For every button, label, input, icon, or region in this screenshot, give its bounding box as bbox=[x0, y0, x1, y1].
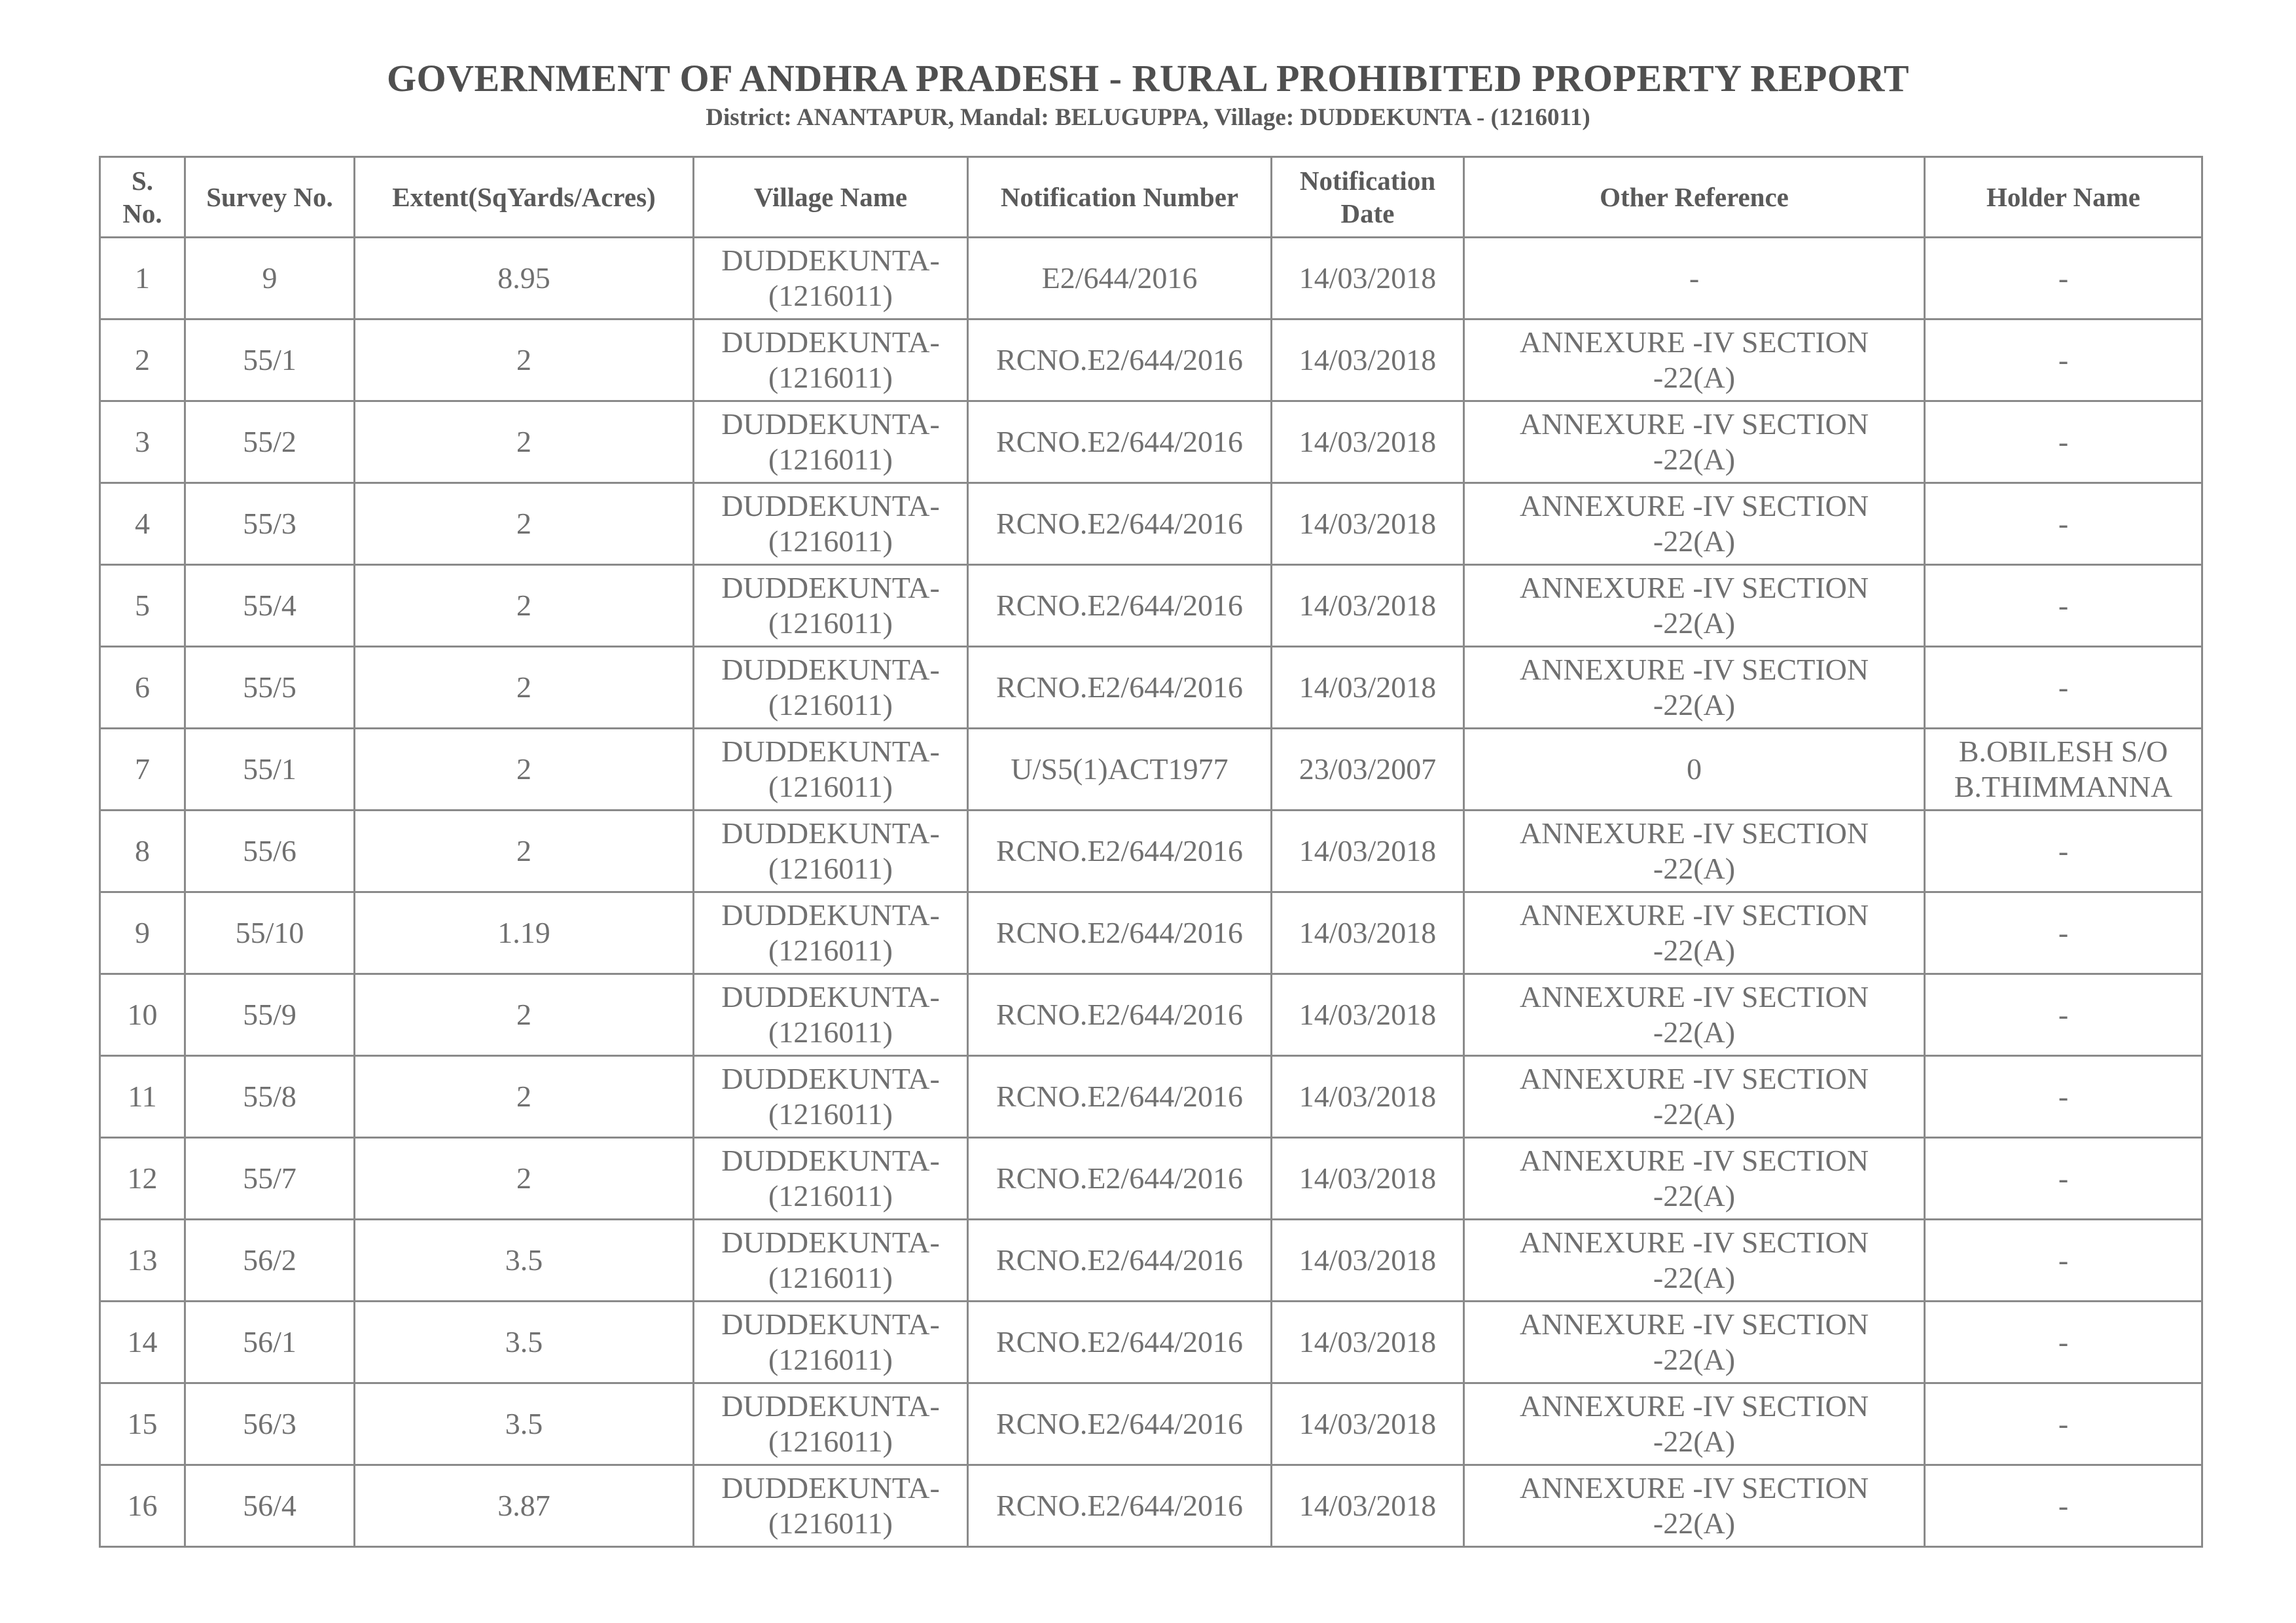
cell-other-reference-line2: -22(A) bbox=[1653, 852, 1736, 885]
cell-sno: 6 bbox=[100, 647, 185, 729]
cell-holder-name-line1: - bbox=[2058, 998, 2069, 1031]
cell-sno: 5 bbox=[100, 565, 185, 647]
table-row bbox=[100, 811, 2202, 892]
header-village: Village Name bbox=[694, 157, 968, 238]
cell-village-name-line1: DUDDEKUNTA- bbox=[721, 244, 940, 277]
cell-notification-date: 14/03/2018 bbox=[1272, 974, 1464, 1056]
cell-village-name-line1: DUDDEKUNTA- bbox=[721, 571, 940, 604]
cell-other-reference bbox=[1464, 974, 1925, 1056]
cell-village-name-line1: DUDDEKUNTA- bbox=[721, 1307, 940, 1341]
cell-village-name-line1: DUDDEKUNTA- bbox=[721, 816, 940, 850]
cell-other-reference-line1: 0 bbox=[1687, 752, 1702, 786]
header-extent: Extent(SqYards/Acres) bbox=[355, 157, 694, 238]
cell-other-reference bbox=[1464, 811, 1925, 892]
cell-extent: 2 bbox=[355, 729, 694, 811]
header-holder-name: Holder Name bbox=[1925, 157, 2202, 238]
cell-notification-number: RCNO.E2/644/2016 bbox=[968, 892, 1272, 974]
cell-notification-number: RCNO.E2/644/2016 bbox=[968, 1138, 1272, 1220]
cell-holder-name-line1: - bbox=[2058, 425, 2069, 458]
table-row bbox=[100, 647, 2202, 729]
cell-other-reference-line2: -22(A) bbox=[1653, 1179, 1736, 1213]
cell-other-reference bbox=[1464, 1465, 1925, 1547]
cell-holder-name bbox=[1925, 811, 2202, 892]
cell-sno: 14 bbox=[100, 1302, 185, 1383]
cell-other-reference-line2: -22(A) bbox=[1653, 1261, 1736, 1294]
cell-extent: 2 bbox=[355, 319, 694, 401]
cell-notification-date: 14/03/2018 bbox=[1272, 238, 1464, 319]
cell-village-name-line1: DUDDEKUNTA- bbox=[721, 1062, 940, 1095]
cell-survey-no: 55/2 bbox=[185, 401, 355, 483]
cell-notification-number: RCNO.E2/644/2016 bbox=[968, 1220, 1272, 1302]
cell-notification-date: 14/03/2018 bbox=[1272, 319, 1464, 401]
cell-village-name bbox=[694, 647, 968, 729]
cell-extent: 3.87 bbox=[355, 1465, 694, 1547]
cell-other-reference bbox=[1464, 401, 1925, 483]
cell-survey-no: 55/10 bbox=[185, 892, 355, 974]
header-notification-number: Notification Number bbox=[968, 157, 1272, 238]
cell-other-reference bbox=[1464, 1056, 1925, 1138]
cell-holder-name-line1: - bbox=[2058, 1489, 2069, 1522]
cell-sno: 8 bbox=[100, 811, 185, 892]
cell-other-reference-line2: -22(A) bbox=[1653, 524, 1736, 558]
cell-village-name bbox=[694, 401, 968, 483]
cell-survey-no: 55/1 bbox=[185, 729, 355, 811]
cell-village-name bbox=[694, 1138, 968, 1220]
cell-notification-date: 14/03/2018 bbox=[1272, 401, 1464, 483]
cell-notification-date: 14/03/2018 bbox=[1272, 892, 1464, 974]
cell-other-reference bbox=[1464, 565, 1925, 647]
cell-other-reference bbox=[1464, 1383, 1925, 1465]
cell-notification-number: E2/644/2016 bbox=[968, 238, 1272, 319]
cell-holder-name-line1: - bbox=[2058, 1243, 2069, 1277]
cell-holder-name-line1: - bbox=[2058, 1161, 2069, 1195]
cell-village-name-line2: (1216011) bbox=[768, 1425, 893, 1458]
cell-other-reference-line1: ANNEXURE -IV SECTION bbox=[1519, 980, 1869, 1013]
table-row bbox=[100, 238, 2202, 319]
table-row bbox=[100, 565, 2202, 647]
cell-notification-date: 14/03/2018 bbox=[1272, 1302, 1464, 1383]
cell-village-name-line1: DUDDEKUNTA- bbox=[721, 1226, 940, 1259]
cell-survey-no: 55/9 bbox=[185, 974, 355, 1056]
header-date-line2: Date bbox=[1340, 198, 1395, 228]
cell-sno: 13 bbox=[100, 1220, 185, 1302]
cell-village-name bbox=[694, 892, 968, 974]
table-body bbox=[100, 238, 2202, 1547]
header-date-line1: Notification bbox=[1299, 166, 1436, 196]
cell-notification-date: 14/03/2018 bbox=[1272, 1220, 1464, 1302]
cell-survey-no: 9 bbox=[185, 238, 355, 319]
cell-other-reference-line1: ANNEXURE -IV SECTION bbox=[1519, 1471, 1869, 1504]
cell-village-name-line1: DUDDEKUNTA- bbox=[721, 1471, 940, 1504]
cell-notification-number: RCNO.E2/644/2016 bbox=[968, 811, 1272, 892]
cell-village-name-line2: (1216011) bbox=[768, 688, 893, 721]
cell-other-reference-line1: ANNEXURE -IV SECTION bbox=[1519, 1389, 1869, 1423]
cell-notification-number: RCNO.E2/644/2016 bbox=[968, 1383, 1272, 1465]
cell-village-name-line2: (1216011) bbox=[768, 606, 893, 640]
cell-village-name bbox=[694, 811, 968, 892]
cell-holder-name bbox=[1925, 1302, 2202, 1383]
cell-holder-name bbox=[1925, 1138, 2202, 1220]
cell-other-reference-line2: -22(A) bbox=[1653, 934, 1736, 967]
cell-holder-name bbox=[1925, 647, 2202, 729]
cell-other-reference-line1: ANNEXURE -IV SECTION bbox=[1519, 489, 1869, 522]
table-row bbox=[100, 1220, 2202, 1302]
cell-village-name bbox=[694, 1056, 968, 1138]
cell-extent: 2 bbox=[355, 1056, 694, 1138]
cell-village-name-line2: (1216011) bbox=[768, 279, 893, 312]
cell-village-name bbox=[694, 483, 968, 565]
cell-survey-no: 55/8 bbox=[185, 1056, 355, 1138]
cell-notification-number: U/S5(1)ACT1977 bbox=[968, 729, 1272, 811]
cell-extent: 3.5 bbox=[355, 1383, 694, 1465]
cell-village-name-line2: (1216011) bbox=[768, 1015, 893, 1049]
cell-holder-name-line1: - bbox=[2058, 261, 2069, 295]
table-row bbox=[100, 1383, 2202, 1465]
cell-holder-name-line1: - bbox=[2058, 1407, 2069, 1440]
cell-other-reference-line1: ANNEXURE -IV SECTION bbox=[1519, 1226, 1869, 1259]
cell-survey-no: 56/3 bbox=[185, 1383, 355, 1465]
header-notification-date bbox=[1272, 157, 1464, 238]
cell-village-name-line1: DUDDEKUNTA- bbox=[721, 653, 940, 686]
cell-notification-date: 14/03/2018 bbox=[1272, 1383, 1464, 1465]
header-sno bbox=[100, 157, 185, 238]
cell-survey-no: 56/1 bbox=[185, 1302, 355, 1383]
cell-holder-name-line1: B.OBILESH S/O bbox=[1958, 735, 2168, 768]
cell-survey-no: 55/6 bbox=[185, 811, 355, 892]
cell-holder-name bbox=[1925, 1056, 2202, 1138]
cell-village-name bbox=[694, 1302, 968, 1383]
cell-notification-date: 14/03/2018 bbox=[1272, 483, 1464, 565]
cell-village-name bbox=[694, 1220, 968, 1302]
table-row bbox=[100, 892, 2202, 974]
cell-village-name-line2: (1216011) bbox=[768, 934, 893, 967]
cell-holder-name-line1: - bbox=[2058, 1080, 2069, 1113]
cell-holder-name-line2: B.THIMMANNA bbox=[1954, 770, 2173, 803]
cell-other-reference-line1: ANNEXURE -IV SECTION bbox=[1519, 407, 1869, 441]
cell-other-reference-line1: ANNEXURE -IV SECTION bbox=[1519, 653, 1869, 686]
table-row bbox=[100, 729, 2202, 811]
header-survey: Survey No. bbox=[185, 157, 355, 238]
cell-sno: 7 bbox=[100, 729, 185, 811]
cell-sno: 11 bbox=[100, 1056, 185, 1138]
cell-other-reference-line1: ANNEXURE -IV SECTION bbox=[1519, 898, 1869, 932]
cell-sno: 9 bbox=[100, 892, 185, 974]
cell-village-name bbox=[694, 729, 968, 811]
cell-village-name bbox=[694, 974, 968, 1056]
header-other-reference: Other Reference bbox=[1464, 157, 1925, 238]
cell-other-reference-line2: -22(A) bbox=[1653, 443, 1736, 476]
table-row bbox=[100, 1302, 2202, 1383]
cell-notification-number: RCNO.E2/644/2016 bbox=[968, 319, 1272, 401]
cell-extent: 3.5 bbox=[355, 1302, 694, 1383]
cell-holder-name-line1: - bbox=[2058, 589, 2069, 622]
cell-notification-number: RCNO.E2/644/2016 bbox=[968, 647, 1272, 729]
cell-holder-name-line1: - bbox=[2058, 343, 2069, 376]
cell-sno: 12 bbox=[100, 1138, 185, 1220]
cell-extent: 1.19 bbox=[355, 892, 694, 974]
cell-other-reference bbox=[1464, 1302, 1925, 1383]
cell-village-name-line1: DUDDEKUNTA- bbox=[721, 325, 940, 359]
report-title: GOVERNMENT OF ANDHRA PRADESH - RURAL PROHIBITED PROPERTY REPORT bbox=[386, 57, 1910, 100]
cell-other-reference bbox=[1464, 483, 1925, 565]
cell-sno: 2 bbox=[100, 319, 185, 401]
cell-village-name-line2: (1216011) bbox=[768, 361, 893, 394]
cell-other-reference-line2: -22(A) bbox=[1653, 361, 1736, 394]
cell-other-reference-line1: ANNEXURE -IV SECTION bbox=[1519, 1307, 1869, 1341]
cell-other-reference bbox=[1464, 1220, 1925, 1302]
cell-notification-date: 14/03/2018 bbox=[1272, 1138, 1464, 1220]
cell-notification-number: RCNO.E2/644/2016 bbox=[968, 1302, 1272, 1383]
table-row bbox=[100, 319, 2202, 401]
cell-village-name bbox=[694, 319, 968, 401]
cell-sno: 4 bbox=[100, 483, 185, 565]
cell-holder-name-line1: - bbox=[2058, 916, 2069, 949]
cell-holder-name bbox=[1925, 1465, 2202, 1547]
cell-village-name-line1: DUDDEKUNTA- bbox=[721, 735, 940, 768]
cell-other-reference-line2: -22(A) bbox=[1653, 688, 1736, 721]
report-subtitle: District: ANANTAPUR, Mandal: BELUGUPPA, Village: DUDDEKUNTA - (1216011) bbox=[706, 104, 1590, 131]
property-table bbox=[99, 156, 2203, 1548]
cell-other-reference bbox=[1464, 729, 1925, 811]
table-row bbox=[100, 401, 2202, 483]
table-row bbox=[100, 1465, 2202, 1547]
cell-village-name-line2: (1216011) bbox=[768, 1179, 893, 1213]
cell-survey-no: 55/3 bbox=[185, 483, 355, 565]
cell-village-name-line1: DUDDEKUNTA- bbox=[721, 980, 940, 1013]
cell-holder-name bbox=[1925, 401, 2202, 483]
cell-other-reference bbox=[1464, 647, 1925, 729]
cell-sno: 1 bbox=[100, 238, 185, 319]
cell-survey-no: 55/4 bbox=[185, 565, 355, 647]
cell-village-name bbox=[694, 1383, 968, 1465]
cell-holder-name bbox=[1925, 1383, 2202, 1465]
cell-notification-number: RCNO.E2/644/2016 bbox=[968, 565, 1272, 647]
cell-extent: 2 bbox=[355, 974, 694, 1056]
cell-notification-number: RCNO.E2/644/2016 bbox=[968, 974, 1272, 1056]
cell-other-reference-line1: ANNEXURE -IV SECTION bbox=[1519, 1062, 1869, 1095]
cell-holder-name bbox=[1925, 483, 2202, 565]
cell-sno: 16 bbox=[100, 1465, 185, 1547]
cell-extent: 2 bbox=[355, 565, 694, 647]
cell-extent: 2 bbox=[355, 401, 694, 483]
cell-other-reference-line1: ANNEXURE -IV SECTION bbox=[1519, 325, 1869, 359]
cell-other-reference-line1: ANNEXURE -IV SECTION bbox=[1519, 816, 1869, 850]
cell-holder-name-line1: - bbox=[2058, 670, 2069, 704]
cell-village-name bbox=[694, 565, 968, 647]
cell-other-reference-line2: -22(A) bbox=[1653, 606, 1736, 640]
cell-village-name-line1: DUDDEKUNTA- bbox=[721, 898, 940, 932]
cell-village-name-line1: DUDDEKUNTA- bbox=[721, 1389, 940, 1423]
table-row bbox=[100, 1056, 2202, 1138]
cell-sno: 15 bbox=[100, 1383, 185, 1465]
cell-village-name-line1: DUDDEKUNTA- bbox=[721, 1144, 940, 1177]
cell-village-name-line2: (1216011) bbox=[768, 852, 893, 885]
cell-other-reference-line1: ANNEXURE -IV SECTION bbox=[1519, 1144, 1869, 1177]
cell-village-name-line2: (1216011) bbox=[768, 1343, 893, 1376]
cell-other-reference bbox=[1464, 892, 1925, 974]
cell-survey-no: 55/5 bbox=[185, 647, 355, 729]
table-row bbox=[100, 974, 2202, 1056]
cell-holder-name bbox=[1925, 565, 2202, 647]
cell-extent: 2 bbox=[355, 483, 694, 565]
cell-other-reference-line2: -22(A) bbox=[1653, 1506, 1736, 1540]
cell-other-reference-line2: -22(A) bbox=[1653, 1343, 1736, 1376]
cell-other-reference-line1: - bbox=[1689, 261, 1700, 295]
cell-notification-number: RCNO.E2/644/2016 bbox=[968, 483, 1272, 565]
cell-holder-name-line1: - bbox=[2058, 1325, 2069, 1359]
cell-notification-date: 14/03/2018 bbox=[1272, 565, 1464, 647]
cell-village-name bbox=[694, 238, 968, 319]
cell-notification-date: 14/03/2018 bbox=[1272, 1056, 1464, 1138]
cell-holder-name bbox=[1925, 729, 2202, 811]
header-sno-line1: S. bbox=[131, 166, 154, 196]
cell-other-reference-line1: ANNEXURE -IV SECTION bbox=[1519, 571, 1869, 604]
cell-other-reference bbox=[1464, 319, 1925, 401]
cell-village-name-line2: (1216011) bbox=[768, 443, 893, 476]
cell-notification-date: 23/03/2007 bbox=[1272, 729, 1464, 811]
cell-holder-name bbox=[1925, 238, 2202, 319]
cell-notification-date: 14/03/2018 bbox=[1272, 811, 1464, 892]
cell-survey-no: 55/1 bbox=[185, 319, 355, 401]
cell-holder-name-line1: - bbox=[2058, 834, 2069, 867]
cell-village-name-line1: DUDDEKUNTA- bbox=[721, 489, 940, 522]
cell-village-name-line2: (1216011) bbox=[768, 1506, 893, 1540]
cell-village-name-line2: (1216011) bbox=[768, 770, 893, 803]
table-row bbox=[100, 483, 2202, 565]
cell-extent: 2 bbox=[355, 647, 694, 729]
cell-sno: 3 bbox=[100, 401, 185, 483]
cell-holder-name bbox=[1925, 1220, 2202, 1302]
cell-other-reference bbox=[1464, 238, 1925, 319]
cell-notification-number: RCNO.E2/644/2016 bbox=[968, 1056, 1272, 1138]
cell-other-reference-line2: -22(A) bbox=[1653, 1425, 1736, 1458]
cell-other-reference bbox=[1464, 1138, 1925, 1220]
cell-village-name-line2: (1216011) bbox=[768, 524, 893, 558]
cell-notification-number: RCNO.E2/644/2016 bbox=[968, 401, 1272, 483]
cell-notification-date: 14/03/2018 bbox=[1272, 647, 1464, 729]
cell-village-name bbox=[694, 1465, 968, 1547]
cell-extent: 8.95 bbox=[355, 238, 694, 319]
cell-holder-name bbox=[1925, 892, 2202, 974]
cell-other-reference-line2: -22(A) bbox=[1653, 1097, 1736, 1131]
cell-notification-date: 14/03/2018 bbox=[1272, 1465, 1464, 1547]
cell-extent: 3.5 bbox=[355, 1220, 694, 1302]
header-sno-line2: No. bbox=[122, 198, 162, 228]
cell-holder-name bbox=[1925, 974, 2202, 1056]
cell-survey-no: 56/2 bbox=[185, 1220, 355, 1302]
cell-survey-no: 55/7 bbox=[185, 1138, 355, 1220]
cell-holder-name bbox=[1925, 319, 2202, 401]
cell-holder-name-line1: - bbox=[2058, 507, 2069, 540]
cell-extent: 2 bbox=[355, 1138, 694, 1220]
cell-village-name-line1: DUDDEKUNTA- bbox=[721, 407, 940, 441]
cell-survey-no: 56/4 bbox=[185, 1465, 355, 1547]
cell-village-name-line2: (1216011) bbox=[768, 1261, 893, 1294]
table-row bbox=[100, 1138, 2202, 1220]
cell-other-reference-line2: -22(A) bbox=[1653, 1015, 1736, 1049]
cell-extent: 2 bbox=[355, 811, 694, 892]
cell-sno: 10 bbox=[100, 974, 185, 1056]
header-row bbox=[100, 157, 2202, 238]
cell-village-name-line2: (1216011) bbox=[768, 1097, 893, 1131]
cell-notification-number: RCNO.E2/644/2016 bbox=[968, 1465, 1272, 1547]
